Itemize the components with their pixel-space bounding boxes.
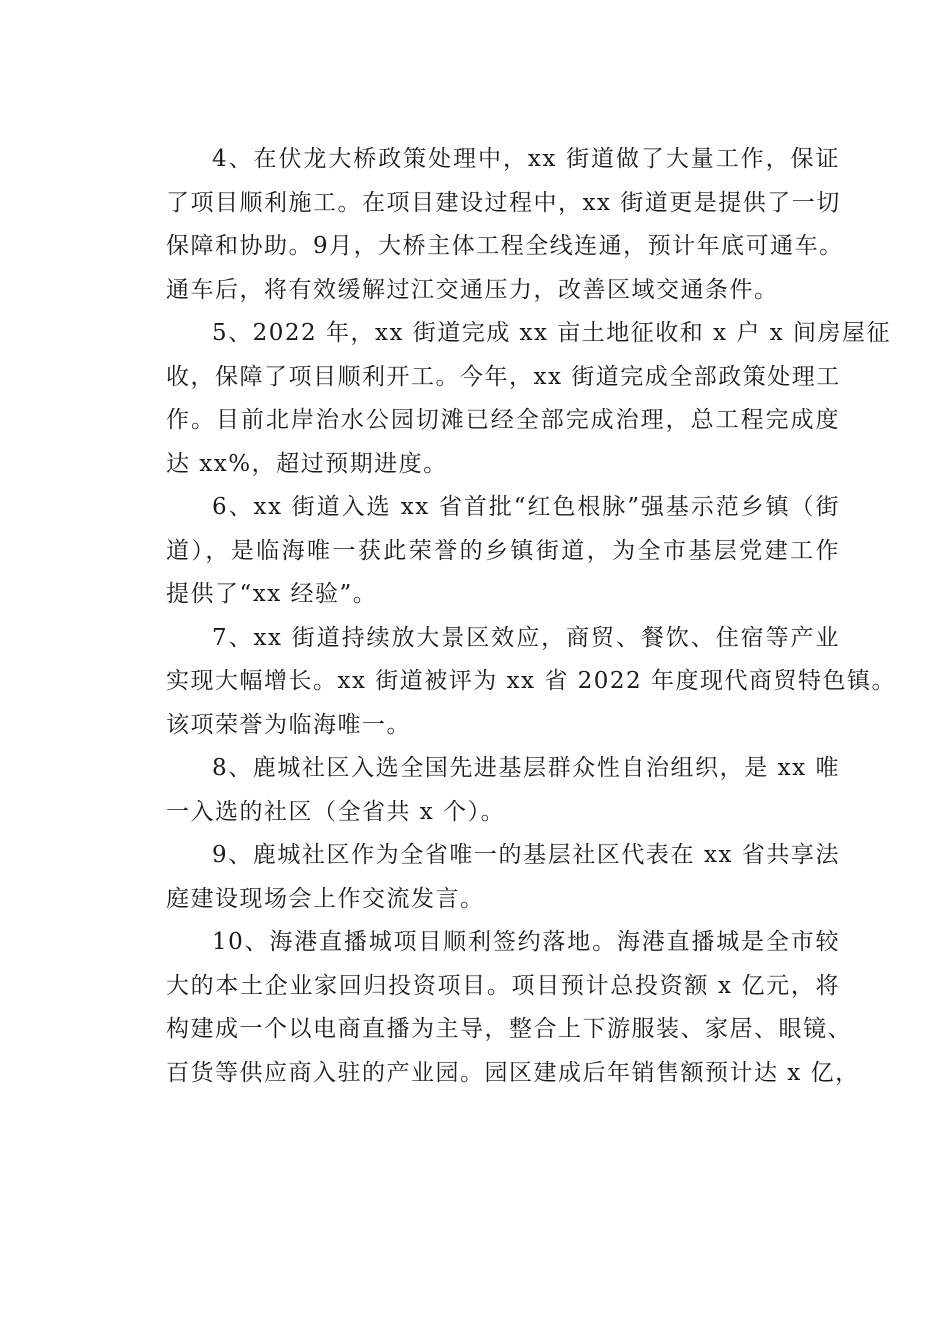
paragraph-8 xyxy=(120,747,840,834)
paragraph-line: 百货等供应商入驻的产业园。园区建成后年销售额预计达 x 亿， xyxy=(166,1059,860,1086)
paragraph-line: 了项目顺利施工。在项目建设过程中，xx 街道更是提供了一切 xyxy=(166,189,841,216)
paragraph-line: 4、在伏龙大桥政策处理中，xx 街道做了大量工作，保证 xyxy=(212,146,840,172)
paragraph-line: 10、海港直播城项目顺利签约落地。海港直播城是全市较 xyxy=(212,929,840,955)
paragraph-line: 实现大幅增长。xx 街道被评为 xx 省 2022 年度现代商贸特色镇。 xyxy=(166,668,896,694)
paragraph-line: 该项荣誉为临海唯一。 xyxy=(166,711,411,738)
paragraph-line: 达 xx%，超过预期进度。 xyxy=(166,450,448,477)
paragraph-line: 8、鹿城社区入选全国先进基层群众性自治组织，是 xx 唯 xyxy=(212,755,840,781)
document-body xyxy=(120,138,896,1095)
paragraph-line: 收，保障了项目顺利开工。今年，xx 街道完成全部政策处理工 xyxy=(166,363,841,390)
paragraph-line: 保障和协助。9月，大桥主体工程全线连通，预计年底可通车。 xyxy=(166,233,844,259)
paragraph-line: 构建成一个以电商直播为主导，整合上下游服装、家居、眼镜、 xyxy=(166,1016,852,1042)
paragraph-5 xyxy=(120,312,891,486)
paragraph-line: 提供了“xx 经验”。 xyxy=(166,581,378,607)
paragraph-line: 一入选的社区（全省共 x 个）。 xyxy=(166,798,506,825)
paragraph-4 xyxy=(120,138,844,312)
paragraph-line: 庭建设现场会上作交流发言。 xyxy=(166,885,485,912)
paragraph-line: 9、鹿城社区作为全省唯一的基层社区代表在 xx 省共享法 xyxy=(212,842,840,868)
paragraph-line: 通车后，将有效缓解过江交通压力，改善区域交通条件。 xyxy=(166,276,779,303)
paragraph-line: 作。目前北岸治水公园切滩已经全部完成治理，总工程完成度 xyxy=(166,407,840,433)
paragraph-6 xyxy=(120,486,840,617)
paragraph-7 xyxy=(120,617,896,748)
paragraph-line: 道），是临海唯一获此荣誉的乡镇街道，为全市基层党建工作 xyxy=(166,537,840,564)
paragraph-9 xyxy=(120,834,840,921)
paragraph-line: 7、xx 街道持续放大景区效应，商贸、餐饮、住宿等产业 xyxy=(212,624,840,651)
paragraph-line: 大的本土企业家回归投资项目。项目预计总投资额 x 亿元，将 xyxy=(166,972,840,999)
paragraph-line: 6、xx 街道入选 xx 省首批“红色根脉”强基示范乡镇（街 xyxy=(212,494,840,520)
paragraph-10 xyxy=(120,921,860,1095)
paragraph-line: 5、2022 年，xx 街道完成 xx 亩土地征收和 x 户 x 间房屋征 xyxy=(212,320,891,346)
